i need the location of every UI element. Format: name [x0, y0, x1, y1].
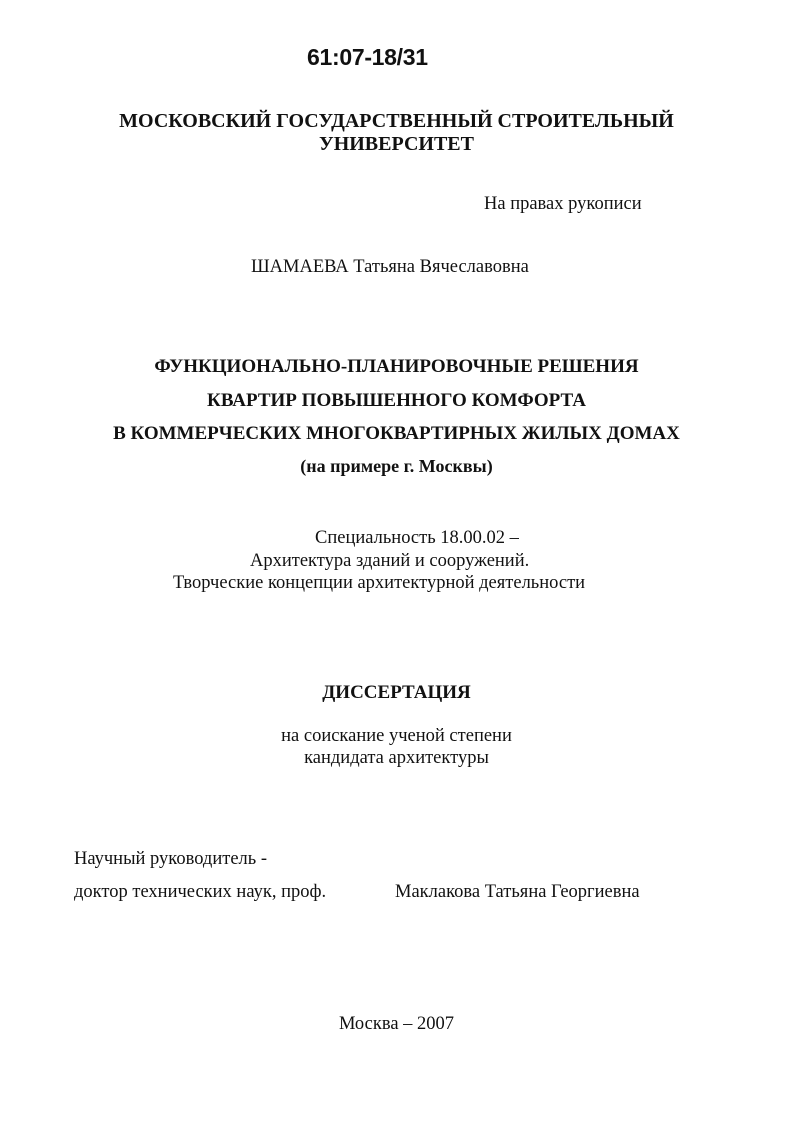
specialty-line1: Специальность 18.00.02 – — [315, 528, 519, 548]
title-subtitle: (на примере г. Москвы) — [300, 456, 493, 476]
supervisor-name: Маклакова Татьяна Георгиевна — [395, 882, 640, 902]
specialty-line3: Творческие концепции архитектурной деятельности — [173, 573, 586, 593]
document-code: 61:07-18/31 — [307, 44, 428, 70]
manuscript-note: На правах рукописи — [484, 194, 642, 214]
title-line2: КВАРТИР ПОВЫШЕННОГО КОМФОРТА — [207, 390, 586, 411]
university-name-line2: УНИВЕРСИТЕТ — [319, 133, 474, 155]
specialty-line2: Архитектура зданий и сооружений. — [250, 551, 530, 571]
author-name: ШАМАЕВА Татьяна Вячеславовна — [251, 257, 529, 277]
city-year: Москва – 2007 — [338, 1014, 455, 1034]
university-name-line1: МОСКОВСКИЙ ГОСУДАРСТВЕННЫЙ СТРОИТЕЛЬНЫЙ — [119, 110, 674, 132]
title-line1: ФУНКЦИОНАЛЬНО-ПЛАНИРОВОЧНЫЕ РЕШЕНИЯ — [154, 356, 639, 377]
title-line3: В КОММЕРЧЕСКИХ МНОГОКВАРТИРНЫХ ЖИЛЫХ ДОМАХ — [113, 423, 680, 444]
dissertation-heading: ДИССЕРТАЦИЯ — [322, 682, 471, 703]
supervisor-degree: доктор технических наук, проф. — [74, 882, 327, 902]
degree-line2: кандидата архитектуры — [304, 748, 489, 768]
degree-line1: на соискание ученой степени — [281, 726, 512, 746]
supervisor-label: Научный руководитель - — [74, 849, 267, 869]
